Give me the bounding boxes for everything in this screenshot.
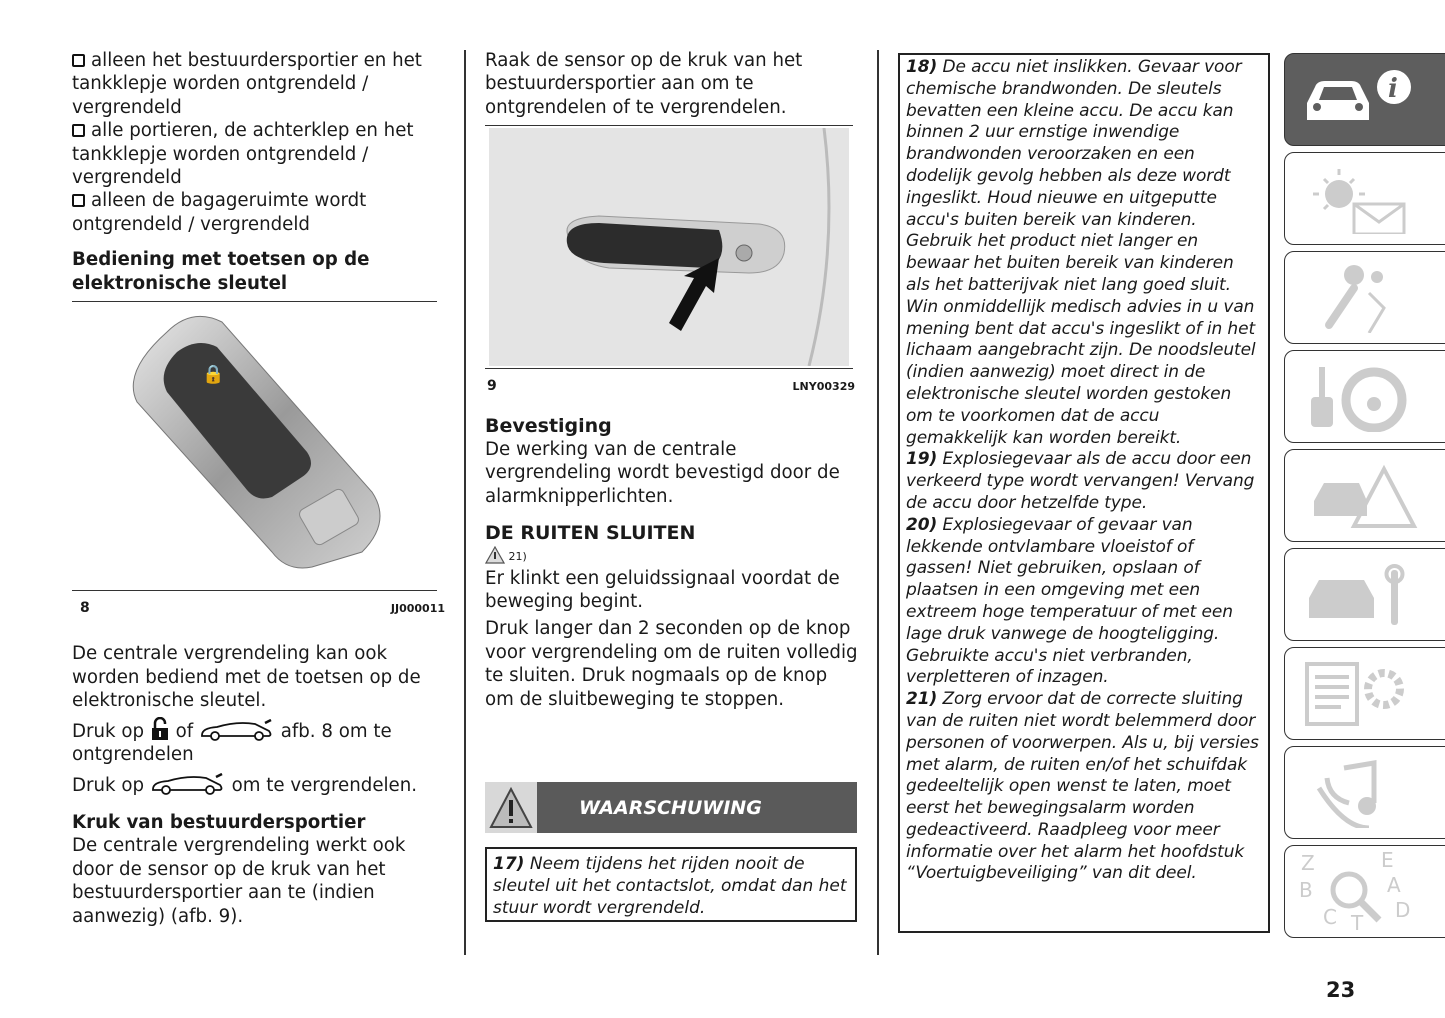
section-heading: Bevestiging xyxy=(485,414,612,437)
car-trunk-icon xyxy=(199,719,275,741)
note: 19) Explosiegevaar als de accu door een verkeerd type wordt vervangen! Vervang de accu door hetzelfde type. xyxy=(906,449,1255,513)
figure-caption: 8 JJ000011 xyxy=(80,600,445,617)
tab-car-info[interactable] xyxy=(1284,53,1445,146)
column-1 xyxy=(72,49,452,928)
paragraph: De centrale vergrendeling kan ook worden bediend met de toetsen op de elektronische sleutel. xyxy=(72,643,421,712)
car-info-icon xyxy=(1299,65,1419,135)
warning-box: 17) Neem tijdens het rijden nooit de sleutel uit het contactslot, omdat dan het stuur wordt vergrendeld. xyxy=(485,847,857,922)
bullet-square-icon xyxy=(72,54,85,67)
index-letter: C xyxy=(1323,904,1337,929)
svg-text:i: i xyxy=(1388,73,1398,104)
door-handle-image xyxy=(489,128,849,366)
key-fob-image xyxy=(72,302,437,590)
lock-instruction: Druk op om te vergrendelen. xyxy=(72,774,418,796)
emergency-icon xyxy=(1299,461,1419,531)
svg-text:🔒: 🔒 xyxy=(202,364,225,386)
warning-header: WAARSCHUWING xyxy=(485,782,857,833)
column-divider xyxy=(877,50,879,955)
paragraph: De centrale vergrendeling werkt ook door de sensor op de kruk van het bestuurdersportier aan te (indien aanwezig) (afb. 9). xyxy=(72,835,406,927)
notes-box xyxy=(898,53,1270,933)
warning-reference: 21) xyxy=(485,546,860,567)
warning-triangle-icon xyxy=(485,546,505,564)
section-heading: Bediening met toetsen op de elektronische sleutel xyxy=(72,249,370,294)
tab-safety[interactable] xyxy=(1284,251,1445,344)
maintenance-icon xyxy=(1299,560,1419,630)
technical-data-icon xyxy=(1299,659,1419,729)
multimedia-icon xyxy=(1299,758,1419,828)
paragraph: De werking van de centrale vergrendeling wordt bevestigd door de alarmknipperlichten. xyxy=(485,439,840,507)
note: 21) Zorg ervoor dat de correcte sluiting van de ruiten niet wordt belemmerd door personen of voorwerpen. Als u, bij versies met alarm, de ruiten en/of het schuifdak gedeeltelijk open wenst te laten, moet eerst het bewegingsalarm worden gedeactiveerd. Raadpleeg voor meer informatie over het alarm het hoofdstuk “Voertuigbeveiliging” van dit deel. xyxy=(906,689,1259,884)
note: 20) Explosiegevaar of gevaar van lekkende ontvlambare vloeistof of gassen! Niet gebruiken, opslaan of plaatsen in een omgeving met een extreem hoge temperatuur of met een lage druk vanwege de hoogteligging. Gebruikte accu's niet verbranden, verpletteren of inzagen. xyxy=(906,514,1233,688)
index-icon xyxy=(1299,852,1419,932)
tab-technical-data[interactable] xyxy=(1284,647,1445,740)
bullet-square-icon xyxy=(72,124,85,137)
tab-emergency[interactable] xyxy=(1284,449,1445,542)
figure-9-door-handle xyxy=(485,125,853,369)
section-heading: Kruk van bestuurdersportier xyxy=(72,811,366,833)
warning-triangle-icon xyxy=(489,787,533,829)
page-number: 23 xyxy=(1326,978,1356,1002)
index-letter: D xyxy=(1395,897,1411,922)
bullet-item: alle portieren, de achterklep en het tankklepje worden ontgrendeld / vergrendeld xyxy=(72,120,414,189)
index-letter: B xyxy=(1299,877,1313,902)
paragraph: Raak de sensor op de kruk van het bestuurdersportier aan om te ontgrendelen of te vergrendelen. xyxy=(485,50,803,118)
tab-multimedia[interactable] xyxy=(1284,746,1445,839)
bullet-square-icon xyxy=(72,194,85,207)
paragraph: Druk langer dan 2 seconden op de knop voor vergrendeling om de ruiten volledig te sluiten. Druk nogmaals op de knop om de sluitbeweging te stoppen. xyxy=(485,618,858,710)
figure-8-key-fob xyxy=(72,301,437,591)
column-2 xyxy=(485,49,860,711)
padlock-open-icon xyxy=(150,717,170,741)
tab-warning-lights[interactable] xyxy=(1284,152,1445,245)
airbag-seatbelt-icon xyxy=(1299,263,1419,333)
index-letter: A xyxy=(1387,872,1401,897)
bullet-item: alleen het bestuurdersportier en het tankklepje worden ontgrendeld / vergrendeld xyxy=(72,50,422,118)
tab-starting-driving[interactable] xyxy=(1284,350,1445,443)
figure-caption: 9 LNY00329 xyxy=(487,378,855,395)
section-heading: DE RUITEN SLUITEN xyxy=(485,522,696,545)
note: 18) De accu niet inslikken. Gevaar voor chemische brandwonden. De sleutels bevatten een kleine accu. De accu kan binnen 2 uur ernstige inwendige brandwonden veroorzaken en een dodelijk gevolg hebben als deze wordt ingeslikt. Houd nieuwe en uitgeputte accu's buiten bereik van kinderen. Gebruik het product niet langer en bewaar het buiten bereik van kinderen als het batterijvak niet lang goed sluit. Win onmiddellijk medisch advies in u van mening bent dat accu's ingeslikt of in het lichaam aangebracht zijn. De noodsleutel (indien aanwezig) moet direct in de elektronische sleutel worden gestoken om te voorkomen dat de accu gemakkelijk kan worden bereikt. xyxy=(906,57,1256,448)
bullet-item: alleen de bagageruimte wordt ontgrendeld / vergrendeld xyxy=(72,190,367,235)
unlock-instruction: Druk op of afb. 8 om te ontgrendelen xyxy=(72,717,452,767)
key-steering-icon xyxy=(1299,362,1419,432)
column-divider xyxy=(464,50,466,955)
car-trunk-icon xyxy=(150,773,226,795)
index-letter: E xyxy=(1381,851,1394,872)
warning-lights-icon xyxy=(1299,164,1419,234)
index-letter: Z xyxy=(1301,851,1315,875)
paragraph: Er klinkt een geluidssignaal voordat de beweging begint. xyxy=(485,567,840,613)
tab-index[interactable] xyxy=(1284,845,1445,938)
index-letter: T xyxy=(1351,910,1364,932)
tab-maintenance[interactable] xyxy=(1284,548,1445,641)
